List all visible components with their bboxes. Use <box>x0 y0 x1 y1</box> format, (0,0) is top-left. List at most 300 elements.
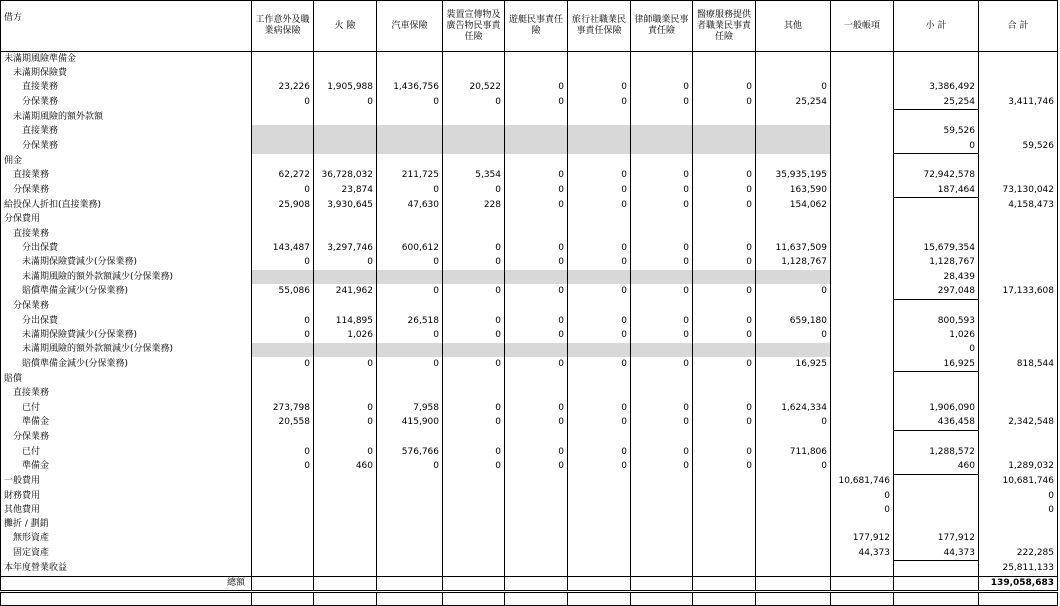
row-cell: 44,373 <box>894 546 979 561</box>
row-cell <box>568 561 631 576</box>
row-cell <box>894 518 979 532</box>
row-cell <box>831 169 894 183</box>
row-cell <box>568 546 631 561</box>
row-cell <box>631 213 693 227</box>
row-label: 分保業務 <box>1 183 252 198</box>
row-cell <box>979 430 1058 445</box>
row-cell <box>756 299 831 314</box>
row-cell: 0 <box>693 81 756 95</box>
row-cell: 0 <box>568 445 631 459</box>
table-row <box>1 518 1058 532</box>
row-cell <box>831 445 894 459</box>
row-cell <box>831 125 894 139</box>
row-cell: 0 <box>979 503 1058 517</box>
row-cell: 0 <box>377 284 443 299</box>
row-cell <box>314 110 377 125</box>
row-cell: 0 <box>505 95 568 110</box>
row-cell <box>979 154 1058 169</box>
row-cell <box>894 387 979 401</box>
row-cell: 0 <box>377 183 443 198</box>
row-cell: 16,925 <box>894 357 979 372</box>
row-cell <box>443 154 505 169</box>
row-cell <box>314 66 377 80</box>
row-cell: 16,925 <box>756 357 831 372</box>
row-cell: 177,912 <box>894 532 979 546</box>
row-label: 賠償準備金減少(分保業務) <box>1 357 252 372</box>
row-cell <box>443 387 505 401</box>
row-cell: 0 <box>314 256 377 270</box>
row-cell <box>631 489 693 503</box>
row-cell: 0 <box>443 328 505 342</box>
row-cell: 0 <box>693 95 756 110</box>
row-cell <box>894 154 979 169</box>
row-cell <box>568 489 631 503</box>
row-cell: 0 <box>693 401 756 415</box>
row-cell <box>693 52 756 67</box>
row-cell <box>252 154 314 169</box>
row-cell <box>377 52 443 67</box>
row-cell <box>505 270 568 284</box>
row-cell <box>314 387 377 401</box>
row-cell <box>377 546 443 561</box>
row-cell: 0 <box>693 415 756 430</box>
row-label: 佣金 <box>1 154 252 169</box>
table-row <box>1 213 1058 227</box>
row-cell: 154,062 <box>756 198 831 213</box>
row-cell <box>894 198 979 213</box>
row-cell <box>693 372 756 387</box>
row-cell <box>314 299 377 314</box>
row-cell: 177,912 <box>831 532 894 546</box>
table-row <box>1 241 1058 255</box>
row-cell <box>756 110 831 125</box>
row-cell <box>505 489 568 503</box>
row-cell <box>443 213 505 227</box>
row-cell <box>252 52 314 67</box>
row-cell: 0 <box>631 284 693 299</box>
row-cell: 0 <box>252 445 314 459</box>
row-cell <box>756 546 831 561</box>
row-cell: 25,254 <box>894 95 979 110</box>
row-cell: 211,725 <box>377 169 443 183</box>
row-cell <box>252 430 314 445</box>
row-cell: 0 <box>631 256 693 270</box>
row-cell: 0 <box>631 314 693 328</box>
row-cell <box>252 561 314 576</box>
header-advertising-liability: 裝置宣傳物及廣告物民事責任險 <box>443 1 505 52</box>
row-cell: 0 <box>756 81 831 95</box>
row-label: 未滿期風險的額外款額減少(分保業務) <box>1 270 252 284</box>
row-label: 一般費用 <box>1 474 252 489</box>
row-cell <box>377 532 443 546</box>
row-cell <box>693 474 756 489</box>
row-cell <box>831 328 894 342</box>
row-cell <box>979 328 1058 342</box>
row-cell <box>252 270 314 284</box>
row-cell: 0 <box>314 95 377 110</box>
row-cell: 0 <box>631 415 693 430</box>
row-label: 準備金 <box>1 415 252 430</box>
table-row <box>1 387 1058 401</box>
row-cell: 0 <box>505 328 568 342</box>
closing-row <box>1 591 1058 605</box>
row-cell: 600,612 <box>377 241 443 255</box>
table-row <box>1 198 1058 213</box>
row-cell <box>443 125 505 139</box>
row-cell <box>894 430 979 445</box>
row-label: 賠償準備金減少(分保業務) <box>1 284 252 299</box>
row-cell <box>631 546 693 561</box>
row-cell <box>979 372 1058 387</box>
row-cell <box>831 372 894 387</box>
row-cell <box>756 474 831 489</box>
row-cell: 2,342,548 <box>979 415 1058 430</box>
row-cell: 3,297,746 <box>314 241 377 255</box>
row-cell <box>252 546 314 561</box>
row-cell <box>831 270 894 284</box>
row-cell: 0 <box>505 81 568 95</box>
table-row <box>1 343 1058 357</box>
row-cell <box>443 227 505 241</box>
row-cell: 241,962 <box>314 284 377 299</box>
grand-total-label: 總額 <box>1 576 252 591</box>
row-cell <box>979 81 1058 95</box>
row-cell <box>979 213 1058 227</box>
row-cell: 1,289,032 <box>979 459 1058 474</box>
row-label: 分保業務 <box>1 430 252 445</box>
row-cell <box>377 489 443 503</box>
row-cell: 163,590 <box>756 183 831 198</box>
row-cell <box>252 213 314 227</box>
row-cell <box>631 430 693 445</box>
row-cell: 26,518 <box>377 314 443 328</box>
row-cell <box>631 474 693 489</box>
table-row <box>1 256 1058 270</box>
row-cell <box>568 343 631 357</box>
row-cell <box>631 110 693 125</box>
row-cell <box>756 503 831 517</box>
row-cell: 0 <box>831 489 894 503</box>
row-cell <box>693 503 756 517</box>
row-cell <box>314 532 377 546</box>
row-cell: 11,637,509 <box>756 241 831 255</box>
row-cell <box>831 284 894 299</box>
row-cell <box>756 561 831 576</box>
table-row <box>1 125 1058 139</box>
row-cell: 0 <box>693 183 756 198</box>
row-cell <box>831 66 894 80</box>
header-travel-agency-liability: 旅行社職業民事責任保險 <box>568 1 631 52</box>
row-cell <box>756 227 831 241</box>
row-cell: 0 <box>568 328 631 342</box>
row-cell <box>314 125 377 139</box>
row-cell <box>377 213 443 227</box>
row-cell <box>505 299 568 314</box>
row-cell <box>252 387 314 401</box>
row-cell <box>631 561 693 576</box>
row-cell <box>756 52 831 67</box>
row-cell: 0 <box>693 256 756 270</box>
row-cell: 0 <box>252 256 314 270</box>
table-row <box>1 445 1058 459</box>
row-label: 未滿期風險的額外款額減少(分保業務) <box>1 343 252 357</box>
row-cell <box>377 299 443 314</box>
row-cell <box>252 372 314 387</box>
row-cell: 59,526 <box>894 125 979 139</box>
row-label: 未滿期保險費 <box>1 66 252 80</box>
row-cell: 460 <box>894 459 979 474</box>
grand-total-value: 139,058,683 <box>979 576 1058 591</box>
row-cell <box>377 270 443 284</box>
row-cell <box>631 270 693 284</box>
row-cell <box>631 387 693 401</box>
row-cell: 4,158,473 <box>979 198 1058 213</box>
row-cell <box>568 227 631 241</box>
row-cell <box>831 314 894 328</box>
row-cell: 0 <box>505 241 568 255</box>
row-cell: 0 <box>505 445 568 459</box>
row-cell: 143,487 <box>252 241 314 255</box>
row-cell <box>831 415 894 430</box>
row-cell <box>894 372 979 387</box>
row-cell <box>314 474 377 489</box>
row-cell <box>505 474 568 489</box>
row-cell <box>377 66 443 80</box>
row-cell: 0 <box>443 284 505 299</box>
row-label: 未滿期保險費減少(分保業務) <box>1 256 252 270</box>
row-cell <box>314 343 377 357</box>
row-cell: 20,522 <box>443 81 505 95</box>
row-cell <box>568 372 631 387</box>
header-fire: 火 險 <box>314 1 377 52</box>
row-cell: 0 <box>693 328 756 342</box>
row-cell: 0 <box>505 459 568 474</box>
row-cell: 47,630 <box>377 198 443 213</box>
header-medical-liability: 醫療服務提供者職業民事責任險 <box>693 1 756 52</box>
grand-total-row <box>1 576 1058 591</box>
row-cell: 0 <box>693 445 756 459</box>
row-cell <box>568 532 631 546</box>
row-cell <box>693 299 756 314</box>
row-cell <box>314 518 377 532</box>
row-cell: 0 <box>568 459 631 474</box>
row-cell <box>252 518 314 532</box>
row-cell <box>693 561 756 576</box>
row-cell: 0 <box>894 139 979 154</box>
row-cell: 0 <box>505 401 568 415</box>
table-row <box>1 459 1058 474</box>
row-cell <box>831 139 894 154</box>
row-cell: 273,798 <box>252 401 314 415</box>
row-cell: 0 <box>568 415 631 430</box>
row-cell: 0 <box>505 169 568 183</box>
row-cell: 15,679,354 <box>894 241 979 255</box>
row-cell <box>756 270 831 284</box>
row-cell <box>979 299 1058 314</box>
row-cell <box>693 518 756 532</box>
row-cell: 0 <box>314 415 377 430</box>
row-cell: 0 <box>693 169 756 183</box>
row-cell: 0 <box>979 489 1058 503</box>
table-row <box>1 328 1058 342</box>
row-cell <box>314 489 377 503</box>
row-cell <box>756 532 831 546</box>
row-cell <box>894 474 979 489</box>
row-cell <box>894 299 979 314</box>
row-cell <box>505 372 568 387</box>
row-cell <box>443 503 505 517</box>
row-cell <box>505 430 568 445</box>
row-cell <box>979 343 1058 357</box>
row-cell <box>831 52 894 67</box>
row-cell: 0 <box>831 503 894 517</box>
row-cell <box>693 270 756 284</box>
row-cell <box>252 66 314 80</box>
row-label: 攤折 / 劃銷 <box>1 518 252 532</box>
row-cell <box>756 343 831 357</box>
row-cell <box>979 110 1058 125</box>
row-cell: 222,285 <box>979 546 1058 561</box>
row-cell <box>443 546 505 561</box>
row-cell <box>831 95 894 110</box>
table-row <box>1 430 1058 445</box>
row-cell: 20,558 <box>252 415 314 430</box>
row-cell <box>693 343 756 357</box>
row-cell: 0 <box>252 95 314 110</box>
row-cell <box>443 489 505 503</box>
row-cell <box>979 314 1058 328</box>
row-cell <box>693 532 756 546</box>
table-row <box>1 474 1058 489</box>
row-cell: 0 <box>443 401 505 415</box>
table-row <box>1 299 1058 314</box>
row-label: 分出保費 <box>1 241 252 255</box>
row-cell <box>979 387 1058 401</box>
row-cell: 0 <box>505 183 568 198</box>
row-cell: 0 <box>443 256 505 270</box>
row-cell <box>443 532 505 546</box>
header-yacht-liability: 遊艇民事責任險 <box>505 1 568 52</box>
row-cell: 1,128,767 <box>894 256 979 270</box>
row-cell: 0 <box>631 241 693 255</box>
row-cell: 0 <box>756 328 831 342</box>
header-total: 合 計 <box>979 1 1058 52</box>
row-label: 分保業務 <box>1 95 252 110</box>
row-cell <box>505 125 568 139</box>
row-cell <box>979 125 1058 139</box>
row-cell: 0 <box>568 241 631 255</box>
row-cell: 0 <box>631 183 693 198</box>
row-cell: 23,226 <box>252 81 314 95</box>
row-cell: 1,905,988 <box>314 81 377 95</box>
row-cell: 0 <box>693 357 756 372</box>
row-cell: 59,526 <box>979 139 1058 154</box>
row-cell: 818,544 <box>979 357 1058 372</box>
row-cell: 1,288,572 <box>894 445 979 459</box>
row-cell: 0 <box>443 357 505 372</box>
row-cell <box>979 66 1058 80</box>
row-cell: 0 <box>505 198 568 213</box>
row-label: 直接業務 <box>1 227 252 241</box>
row-cell: 73,130,042 <box>979 183 1058 198</box>
row-label: 未滿期風險準備金 <box>1 52 252 67</box>
row-label: 直接業務 <box>1 125 252 139</box>
row-cell <box>252 125 314 139</box>
row-label: 未滿期風險的額外款額 <box>1 110 252 125</box>
row-cell <box>693 66 756 80</box>
row-cell <box>377 139 443 154</box>
header-subtotal: 小 計 <box>894 1 979 52</box>
row-cell: 55,086 <box>252 284 314 299</box>
row-cell: 800,593 <box>894 314 979 328</box>
row-cell <box>831 110 894 125</box>
row-cell <box>831 299 894 314</box>
row-cell <box>894 52 979 67</box>
row-cell <box>831 357 894 372</box>
row-cell <box>756 125 831 139</box>
row-cell: 72,942,578 <box>894 169 979 183</box>
row-cell <box>631 372 693 387</box>
row-cell: 0 <box>693 284 756 299</box>
row-cell: 0 <box>631 459 693 474</box>
row-cell: 436,458 <box>894 415 979 430</box>
row-cell <box>377 518 443 532</box>
row-cell: 711,806 <box>756 445 831 459</box>
row-cell: 35,935,195 <box>756 169 831 183</box>
row-cell: 0 <box>756 459 831 474</box>
row-cell: 0 <box>377 95 443 110</box>
table-row <box>1 110 1058 125</box>
row-cell <box>314 139 377 154</box>
row-cell <box>631 227 693 241</box>
row-cell: 0 <box>443 459 505 474</box>
row-cell <box>252 503 314 517</box>
row-cell <box>252 299 314 314</box>
row-cell <box>756 372 831 387</box>
table-row <box>1 546 1058 561</box>
row-cell <box>505 343 568 357</box>
row-cell <box>314 154 377 169</box>
row-cell <box>756 387 831 401</box>
row-cell <box>693 489 756 503</box>
row-label: 未滿期保險費減少(分保業務) <box>1 328 252 342</box>
row-cell <box>756 66 831 80</box>
row-cell: 0 <box>568 81 631 95</box>
row-label: 直接業務 <box>1 387 252 401</box>
table-row <box>1 227 1058 241</box>
row-cell <box>314 213 377 227</box>
row-cell: 3,411,746 <box>979 95 1058 110</box>
row-label: 本年度營業收益 <box>1 561 252 576</box>
row-cell: 0 <box>443 183 505 198</box>
row-cell <box>568 387 631 401</box>
row-cell <box>568 213 631 227</box>
row-cell <box>377 343 443 357</box>
header-motor: 汽車保險 <box>377 1 443 52</box>
row-cell <box>831 518 894 532</box>
table-row <box>1 284 1058 299</box>
row-cell <box>443 474 505 489</box>
row-cell: 0 <box>377 459 443 474</box>
row-cell <box>756 489 831 503</box>
row-cell <box>831 198 894 213</box>
row-cell: 1,624,334 <box>756 401 831 415</box>
row-cell <box>505 213 568 227</box>
row-cell <box>631 532 693 546</box>
row-cell: 0 <box>894 343 979 357</box>
row-label: 分保費用 <box>1 213 252 227</box>
table-row <box>1 183 1058 198</box>
